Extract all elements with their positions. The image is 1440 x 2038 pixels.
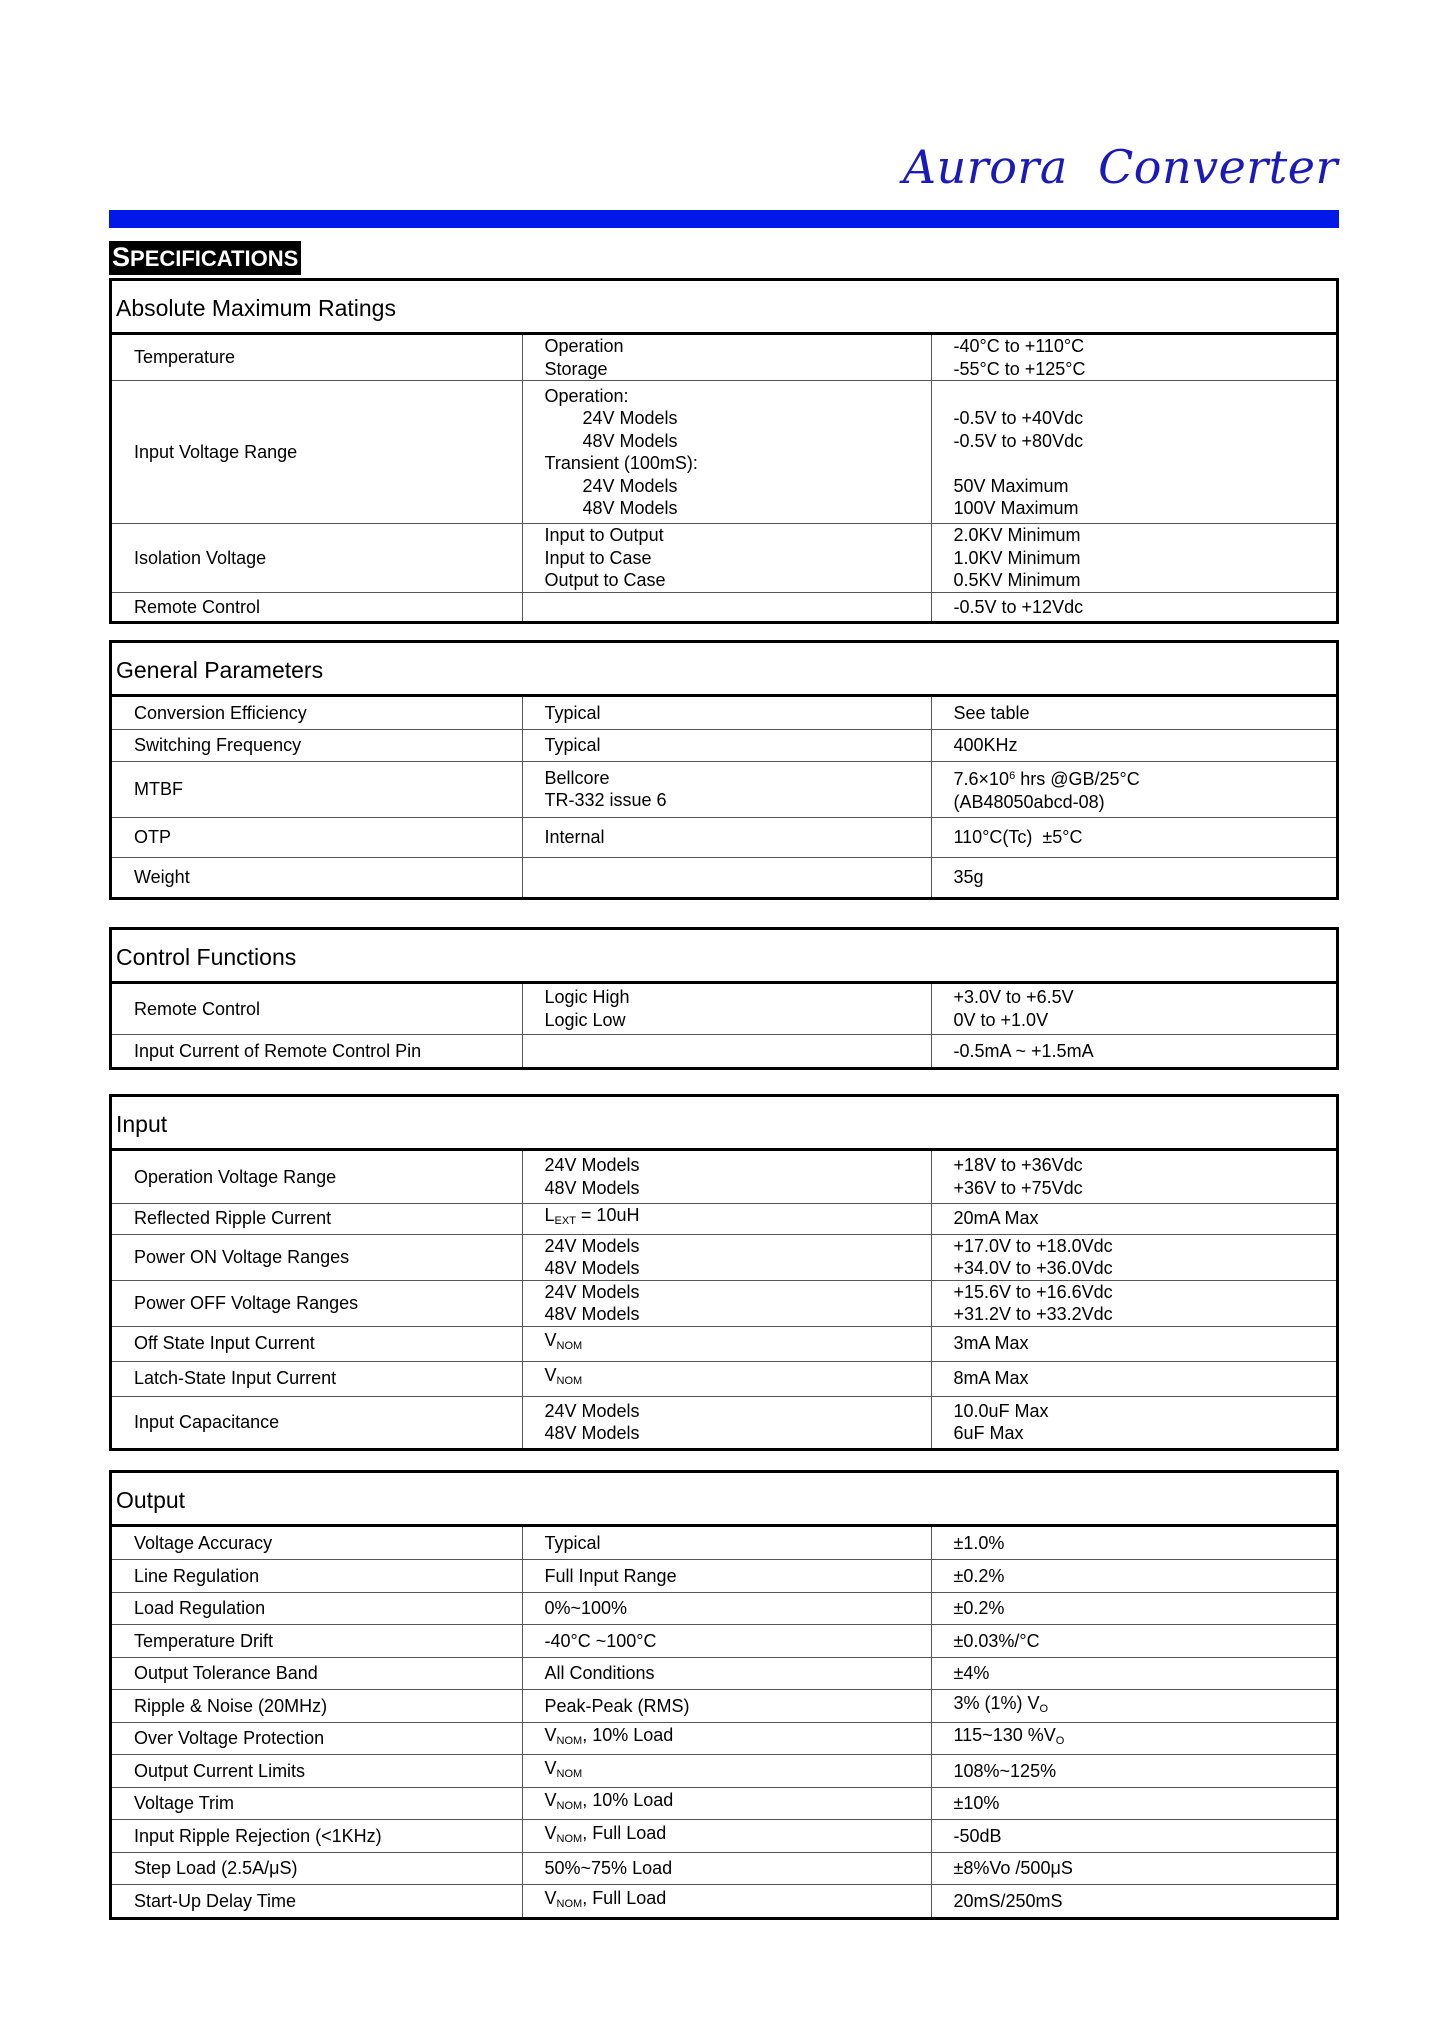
param-cell: Ripple & Noise (20MHz): [112, 1690, 522, 1723]
specifications-heading: SPECIFICATIONS: [109, 241, 301, 275]
value-cell: 3mA Max: [931, 1326, 1336, 1361]
param-cell: Input Ripple Rejection (<1KHz): [112, 1820, 522, 1853]
table-row: [112, 1787, 1336, 1820]
value-cell: 20mS/250mS: [931, 1885, 1336, 1918]
value-cell: 108%~125%: [931, 1755, 1336, 1788]
value-cell: ±0.2%: [931, 1560, 1336, 1593]
condition-cell: Input to Output Input to Case Output to Case: [522, 524, 931, 593]
param-cell: Conversion Efficiency: [134, 702, 307, 723]
value-cell: 400KHz: [931, 729, 1336, 761]
table-row: [112, 1657, 1336, 1690]
value-cell: ±0.03%/°C: [931, 1625, 1336, 1658]
condition-cell: 24V Models 48V Models: [522, 1151, 931, 1203]
condition-cell: Peak-Peak (RMS): [522, 1690, 931, 1723]
brand-bar: [109, 210, 1339, 228]
value-cell: 2.0KV Minimum 1.0KV Minimum 0.5KV Minimum: [931, 524, 1336, 593]
table-row: [112, 1560, 1336, 1593]
value-cell: ±1.0%: [931, 1527, 1336, 1560]
table-row: [112, 524, 1336, 593]
value-cell: $7.6\times 10^6$ hrs @GB/25°C (AB48050abcd-08): [931, 761, 1336, 817]
table-row: [112, 984, 1336, 1034]
param-cell: Output Tolerance Band: [112, 1657, 522, 1690]
value-cell: ±0.2%: [931, 1592, 1336, 1625]
table-row: [112, 1690, 1336, 1723]
param-cell: Input Capacitance: [112, 1396, 522, 1448]
param-cell: Reflected Ripple Current: [112, 1203, 522, 1234]
table-row: [112, 857, 1336, 897]
table-row: [112, 697, 1336, 729]
spec-table: [112, 984, 1336, 1067]
table-row: [112, 1592, 1336, 1625]
table-row: [112, 592, 1336, 621]
param-cell: Power ON Voltage Ranges: [112, 1234, 522, 1280]
value-cell: +3.0V to +6.5V 0V to +1.0V: [931, 984, 1336, 1034]
param-cell: Input Current of Remote Control Pin: [112, 1034, 522, 1067]
table-row: [112, 1151, 1336, 1203]
value-cell: 115~130 $\%V_O$: [931, 1722, 1336, 1755]
value-cell: +15.6V to +16.6Vdc +31.2V to +33.2Vdc: [931, 1280, 1336, 1326]
condition-cell: 24V Models 48V Models: [522, 1396, 931, 1448]
spec-table: [112, 697, 1336, 897]
section-title: General Parameters: [112, 643, 1336, 697]
section-title: Input: [112, 1097, 1336, 1151]
section-control-functions: [109, 927, 1339, 1070]
condition-cell: $V_{NOM}$, Full Load: [522, 1885, 931, 1918]
param-cell: OTP: [112, 817, 522, 857]
value-cell: 10.0uF Max 6uF Max: [931, 1396, 1336, 1448]
condition-cell: $L_{EXT} = 10uH$: [522, 1203, 931, 1234]
param-cell: Weight: [112, 857, 522, 897]
section-output: [109, 1470, 1339, 1920]
condition-cell: 0%~100%: [522, 1592, 931, 1625]
condition-cell: -40°C ~100°C: [522, 1625, 931, 1658]
condition-cell: Full Input Range: [522, 1560, 931, 1593]
section-general-parameters: [109, 640, 1339, 900]
param-cell: Voltage Trim: [112, 1787, 522, 1820]
section-absolute-maximum-ratings: [109, 278, 1339, 624]
condition-cell: 50%~75% Load: [522, 1852, 931, 1885]
param-cell: Remote Control: [134, 998, 261, 1019]
param-cell: Start-Up Delay Time: [112, 1885, 522, 1918]
brand-logo: Aurora Converter: [902, 140, 1338, 194]
condition-cell: Typical: [522, 729, 931, 761]
condition-cell: Operation: 24V Models 48V Models Transient (100mS): 24V Models 48V Models: [522, 381, 931, 524]
spec-table: [112, 1151, 1336, 1448]
param-cell: MTBF: [112, 761, 522, 817]
value-cell: ±10%: [931, 1787, 1336, 1820]
table-row: [112, 1280, 1336, 1326]
condition-cell: $V_{NOM}$: [522, 1326, 931, 1361]
value-cell: ±8%Vo /500μS: [931, 1852, 1336, 1885]
condition-cell: $V_{NOM}$, Full Load: [522, 1820, 931, 1853]
value-cell: 8mA Max: [931, 1361, 1336, 1396]
section-title: Output: [112, 1473, 1336, 1527]
condition-cell: [522, 857, 931, 897]
table-row: [112, 1820, 1336, 1853]
table-row: [112, 1527, 1336, 1560]
param-cell: Operation Voltage Range: [134, 1166, 337, 1187]
condition-cell: Operation Storage: [522, 335, 931, 381]
table-row: [112, 1203, 1336, 1234]
param-cell: Temperature: [134, 347, 236, 368]
value-cell: ±4%: [931, 1657, 1336, 1690]
param-cell: Remote Control: [112, 592, 522, 621]
table-row: [112, 729, 1336, 761]
table-row: [112, 381, 1336, 524]
value-cell: -0.5mA ~ +1.5mA: [931, 1034, 1336, 1067]
condition-cell: $V_{NOM}$: [522, 1361, 931, 1396]
value-cell: -0.5V to +40Vdc -0.5V to +80Vdc 50V Maximum 100V Maximum: [931, 381, 1336, 524]
value-cell: 3% (1%) $V_O$: [931, 1690, 1336, 1723]
spec-table: [112, 1527, 1336, 1917]
table-row: [112, 761, 1336, 817]
value-cell: -50dB: [931, 1820, 1336, 1853]
value-cell: 35g: [931, 857, 1336, 897]
table-row: [112, 1885, 1336, 1918]
condition-cell: Internal: [522, 817, 931, 857]
section-input: [109, 1094, 1339, 1451]
condition-cell: Logic High Logic Low: [522, 984, 931, 1034]
param-cell: Switching Frequency: [112, 729, 522, 761]
value-cell: 110°C(Tc) ±5°C: [931, 817, 1336, 857]
table-row: [112, 817, 1336, 857]
table-row: [112, 1852, 1336, 1885]
table-row: [112, 1234, 1336, 1280]
condition-cell: 24V Models 48V Models: [522, 1280, 931, 1326]
param-cell: Temperature Drift: [112, 1625, 522, 1658]
condition-cell: Typical: [522, 697, 931, 729]
value-cell: -40°C to +110°C -55°C to +125°C: [931, 335, 1336, 381]
param-cell: Load Regulation: [112, 1592, 522, 1625]
spec-table: [112, 335, 1336, 621]
condition-cell: Typical: [522, 1527, 931, 1560]
param-cell: Input Voltage Range: [112, 381, 522, 524]
value-cell: 20mA Max: [931, 1203, 1336, 1234]
value-cell: -0.5V to +12Vdc: [931, 592, 1336, 621]
param-cell: Over Voltage Protection: [112, 1722, 522, 1755]
value-cell: +17.0V to +18.0Vdc +34.0V to +36.0Vdc: [931, 1234, 1336, 1280]
table-row: [112, 1396, 1336, 1448]
condition-cell: $V_{NOM}$, 10% Load: [522, 1722, 931, 1755]
table-row: [112, 1755, 1336, 1788]
condition-cell: Bellcore TR-332 issue 6: [522, 761, 931, 817]
table-row: [112, 335, 1336, 381]
condition-cell: All Conditions: [522, 1657, 931, 1690]
condition-cell: $V_{NOM}$: [522, 1755, 931, 1788]
value-cell: See table: [931, 697, 1336, 729]
condition-cell: [522, 1034, 931, 1067]
table-row: [112, 1625, 1336, 1658]
param-cell: Output Current Limits: [112, 1755, 522, 1788]
table-row: [112, 1722, 1336, 1755]
param-cell: Voltage Accuracy: [134, 1532, 273, 1553]
param-cell: Latch-State Input Current: [112, 1361, 522, 1396]
param-cell: Isolation Voltage: [112, 524, 522, 593]
value-cell: +18V to +36Vdc +36V to +75Vdc: [931, 1151, 1336, 1203]
table-row: [112, 1326, 1336, 1361]
param-cell: Step Load (2.5A/μS): [112, 1852, 522, 1885]
param-cell: Line Regulation: [112, 1560, 522, 1593]
table-row: [112, 1361, 1336, 1396]
param-cell: Off State Input Current: [112, 1326, 522, 1361]
condition-cell: 24V Models 48V Models: [522, 1234, 931, 1280]
condition-cell: $V_{NOM}$, 10% Load: [522, 1787, 931, 1820]
section-title: Absolute Maximum Ratings: [112, 281, 1336, 335]
table-row: [112, 1034, 1336, 1067]
param-cell: Power OFF Voltage Ranges: [112, 1280, 522, 1326]
section-title: Control Functions: [112, 930, 1336, 984]
condition-cell: [522, 592, 931, 621]
